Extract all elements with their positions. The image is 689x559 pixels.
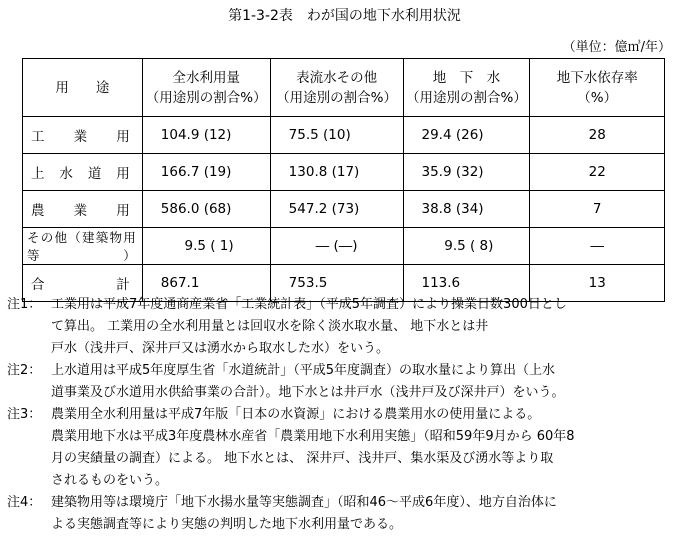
cell-use: 合計: [23, 265, 143, 302]
notes: [7, 294, 683, 536]
cell-surface: 75.5 (10): [270, 117, 403, 154]
cell-total: 166.7 (19): [142, 154, 270, 191]
cell-ground: 113.6: [403, 265, 530, 302]
header-use: 用 途: [23, 59, 143, 117]
cell-use: 上水道用: [23, 154, 143, 191]
header-rate: 地下水依存率 （%）: [530, 59, 665, 117]
header-ground: 地 下 水 （用途別の割合%）: [403, 59, 530, 117]
cell-ground: 29.4 (26): [403, 117, 530, 154]
unit-label: （単位：億㎥/年）: [562, 40, 671, 55]
cell-surface: 753.5: [270, 265, 403, 302]
cell-rate: 28: [530, 117, 665, 154]
cell-rate: 22: [530, 154, 665, 191]
cell-total: 867.1: [142, 265, 270, 302]
cell-surface: ― (―): [270, 228, 403, 265]
table-title: 第1-3-2表 わが国の地下水利用状況: [228, 8, 461, 24]
header-surface: 表流水その他 （用途別の割合%）: [270, 59, 403, 117]
cell-rate: 7: [530, 191, 665, 228]
header-total: 全水利用量 （用途別の割合%）: [142, 59, 270, 117]
cell-total: 104.9 (12): [142, 117, 270, 154]
groundwater-table: [22, 58, 665, 302]
cell-rate: ―: [530, 228, 665, 265]
cell-total: 9.5 ( 1): [142, 228, 270, 265]
table-row: [23, 228, 665, 265]
table-row: [23, 154, 665, 191]
table-row: [23, 117, 665, 154]
note-2: 注2： 上水道用は平成5年度厚生省「水道統計」（平成5年度調査）の取水量により算出（上水 道事業及び水道用水供給事業の合計）。地下水とは井戸水（浅井戸及び深井戸）をいう。: [7, 363, 565, 400]
cell-ground: 35.9 (32): [403, 154, 530, 191]
cell-ground: 38.8 (34): [403, 191, 530, 228]
note-3: 注3： 農業用全水利用量は平成7年版「日本の水資源」における農業用水の使用量による。 農業用地下水は平成3年度農林水産省「農業用地下水利用実態」（昭和59年9月から 60年8 月の実績量の調査）による。 地下水とは、 深井戸、浅井戸、集水渠及び湧水等より取 されるものをいう。: [7, 407, 575, 488]
header-row: [23, 59, 665, 117]
cell-use: 工業用: [23, 117, 143, 154]
cell-surface: 547.2 (73): [270, 191, 403, 228]
note-4: 注4： 建築物用等は環境庁「地下水揚水量等実態調査」（昭和46～平成6年度）、地方自治体に よる実態調査等により実態の判明した地下水利用量である。: [7, 495, 557, 532]
note-1: 注1： 工業用は平成7年度通商産業省「工業統計表」（平成5年調査）により操業日数300日とし て算出。 工業用の全水利用量とは回収水を除く淡水取水量、 地下水とは井 戸水（浅井戸、深井戸又は湧水から取水した水）をいう。: [7, 297, 567, 356]
cell-use: 農業用: [23, 191, 143, 228]
cell-ground: 9.5 ( 8): [403, 228, 530, 265]
cell-surface: 130.8 (17): [270, 154, 403, 191]
cell-rate: 13: [530, 265, 665, 302]
cell-total: 586.0 (68): [142, 191, 270, 228]
cell-use: その他（建築物用等）: [23, 228, 143, 265]
table-row: [23, 191, 665, 228]
